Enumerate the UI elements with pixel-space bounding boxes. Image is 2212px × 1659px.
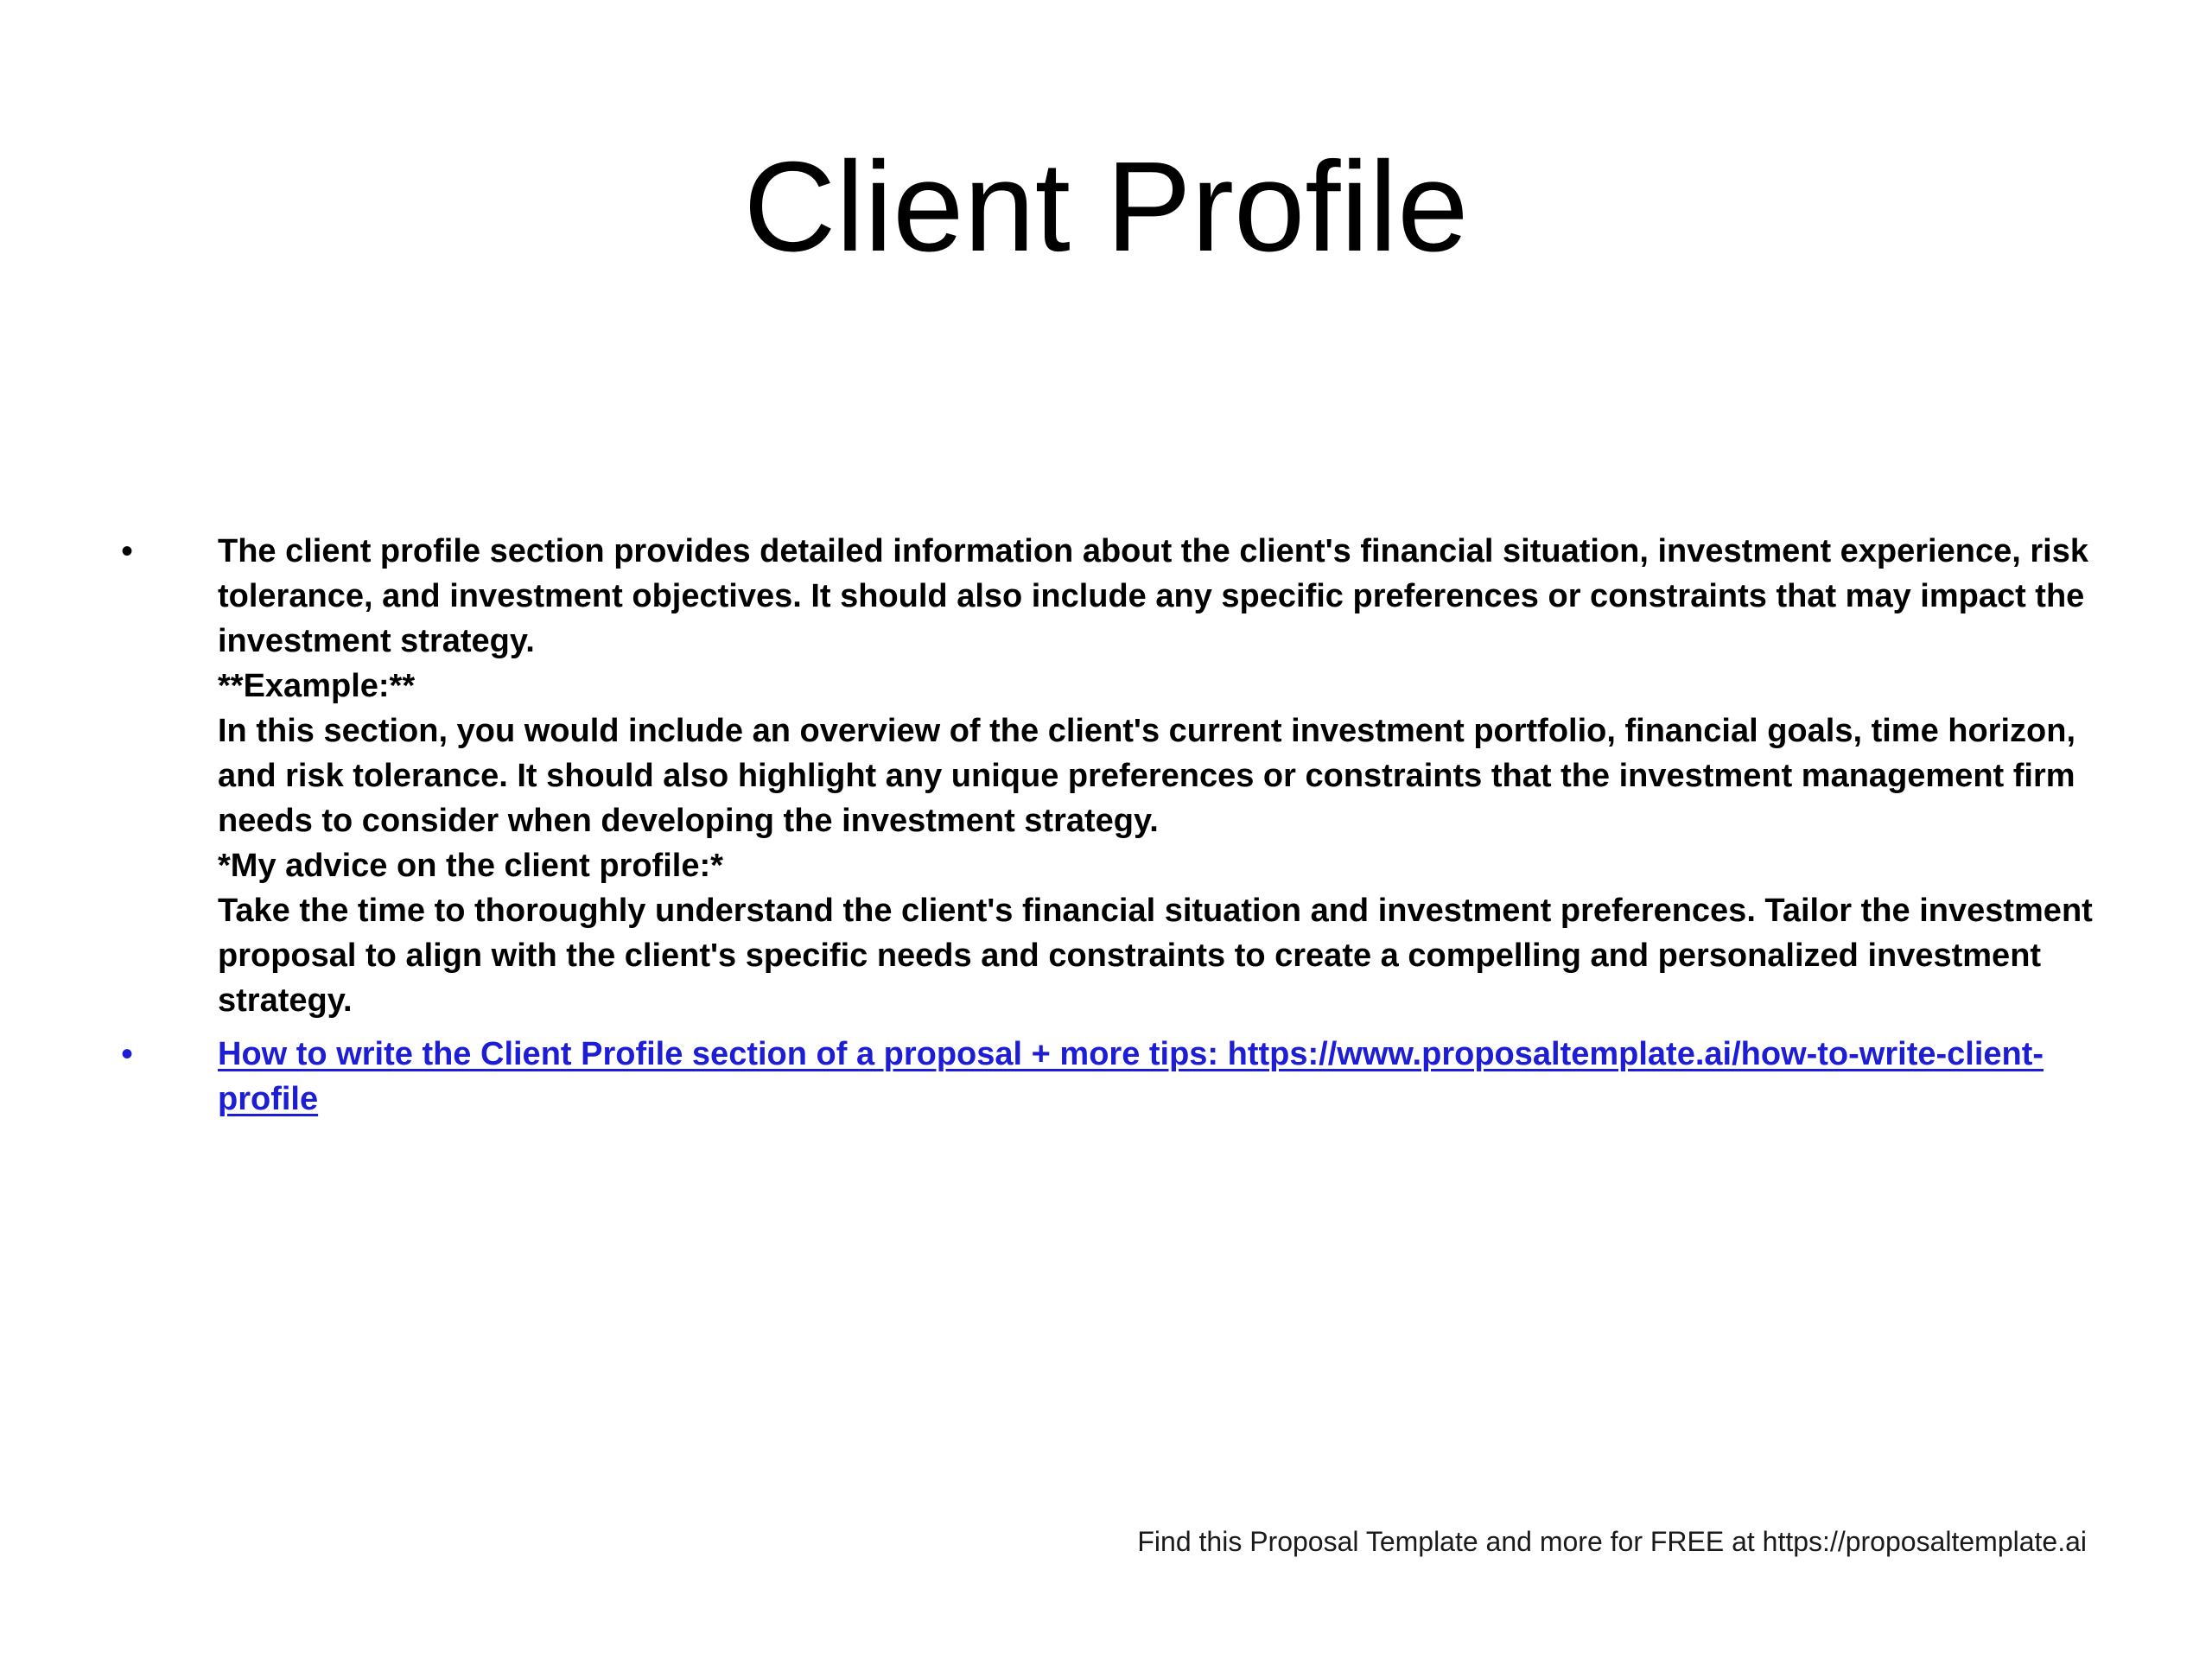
paragraph-description: The client profile section provides detailed information about the client's financial situation, investment experience, risk tolerance, and investment objectives. It should also include any specific preferences or constraints that may impact the investment strategy. <box>218 533 2088 659</box>
paragraph-advice-body: Take the time to thoroughly understand the client's financial situation and investment preferences. Tailor the investment proposal to align with the client's specific needs and constraints to create a compelling and personalized investment strategy. <box>218 893 2093 1019</box>
paragraph-example-heading: **Example:** <box>218 668 416 704</box>
bullet-item-link <box>121 1032 2100 1122</box>
bullet-list <box>121 529 2100 1122</box>
bullet-dot: • <box>121 1035 134 1073</box>
bullet-dot: • <box>121 532 134 570</box>
paragraph-example-body: In this section, you would include an overview of the client's current investment portfolio, financial goals, time horizon, and risk tolerance. It should also highlight any unique preferences or constraints that the investment management firm needs to consider when developing the investment strategy. <box>218 713 2076 839</box>
paragraph-advice-heading: *My advice on the client profile:* <box>218 848 723 884</box>
slide-title: Client Profile <box>743 136 1469 278</box>
how-to-write-link[interactable]: How to write the Client Profile section of a proposal + more tips: https://www.proposaltemplate.ai/how-to-write-client-profile <box>218 1036 2044 1117</box>
bullet-item-client-profile <box>121 529 2100 1023</box>
footer-note: Find this Proposal Template and more for FREE at https://proposaltemplate.ai <box>1137 1526 2087 1557</box>
